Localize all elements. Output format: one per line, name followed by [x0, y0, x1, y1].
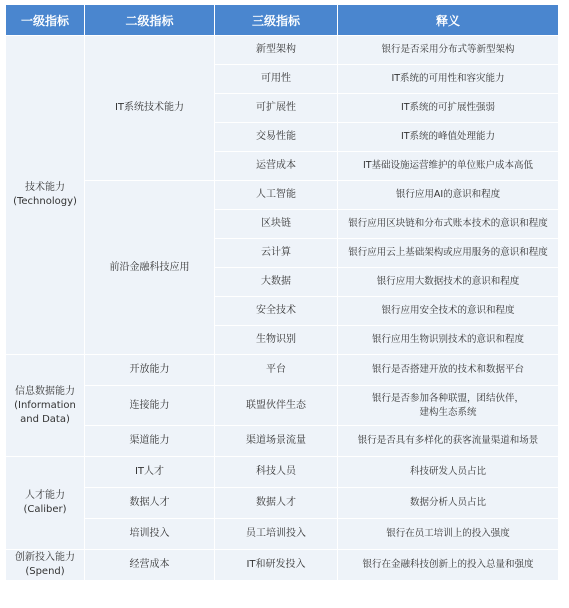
- table-body: [6, 36, 559, 581]
- header-description: 释义: [338, 5, 559, 36]
- level3-cell: 可用性: [215, 65, 338, 94]
- description-cell: [338, 239, 559, 268]
- level1-label: 技术能力: [25, 182, 65, 193]
- description-line: 银行是否参加各种联盟，团结伙伴，: [371, 392, 524, 404]
- level3-cell: 新型架构: [215, 36, 338, 65]
- level1-label: and Data): [20, 413, 70, 425]
- description-line: IT基础设施运营维护的单位账户成本高低: [362, 160, 534, 171]
- level3-cell: 生物识别: [215, 326, 338, 355]
- description-cell: [338, 65, 559, 94]
- header-level3: 三级指标: [215, 5, 338, 36]
- level3-cell: 科技人员: [215, 457, 338, 488]
- description-cell: [338, 355, 559, 386]
- description-line: 数据分析人员占比: [409, 497, 486, 508]
- description-line: 银行是否具有多样化的获客流量渠道和场景: [357, 435, 539, 446]
- description-line: 银行应用AI的意识和程度: [395, 189, 501, 200]
- description-line: 银行应用云上基础架构或应用服务的意识和程度: [348, 247, 548, 258]
- level3-cell: 数据人才: [215, 488, 338, 519]
- description-line: 银行应用安全技术的意识和程度: [381, 305, 515, 316]
- description-line: 银行在员工培训上的投入强度: [386, 528, 510, 539]
- description-cell: [338, 297, 559, 326]
- level1-label: 信息数据能力: [15, 385, 75, 397]
- level1-label: (Technology): [13, 196, 77, 207]
- level3-cell: 可扩展性: [215, 94, 338, 123]
- level2-cell: 开放能力: [85, 355, 215, 386]
- header-row: [6, 5, 559, 36]
- description-cell: [338, 210, 559, 239]
- level3-cell: IT和研发投入: [215, 550, 338, 581]
- table-row: [6, 355, 559, 386]
- description-line: 科技研发人员占比: [409, 466, 486, 477]
- header-level2: 二级指标: [85, 5, 215, 36]
- table-row: [6, 488, 559, 519]
- level1-label: (Caliber): [23, 504, 67, 515]
- indicator-table: [5, 4, 559, 581]
- description-line: IT系统的可扩展性强弱: [400, 102, 496, 113]
- description-cell: [338, 181, 559, 210]
- level3-cell: 安全技术: [215, 297, 338, 326]
- description-line: 银行是否采用分布式等新型架构: [381, 44, 515, 55]
- table-row: [6, 457, 559, 488]
- level2-cell: 渠道能力: [85, 426, 215, 457]
- level1-cell: [6, 36, 85, 355]
- level2-cell: IT系统技术能力: [85, 36, 215, 181]
- level3-cell: 员工培训投入: [215, 519, 338, 550]
- table-row: [6, 519, 559, 550]
- level2-cell: IT人才: [85, 457, 215, 488]
- description-cell: [338, 123, 559, 152]
- table-row: [6, 426, 559, 457]
- description-cell: [338, 268, 559, 297]
- description-cell: [338, 152, 559, 181]
- table-row: [6, 36, 559, 65]
- level3-cell: 交易性能: [215, 123, 338, 152]
- description-line: 银行是否搭建开放的技术和数据平台: [371, 364, 524, 375]
- table-row: [6, 181, 559, 210]
- description-line: IT系统的峰值处理能力: [400, 131, 496, 142]
- level1-cell: [6, 355, 85, 457]
- header-level1: 一级指标: [6, 5, 85, 36]
- level1-label: 人才能力: [25, 490, 65, 501]
- description-cell: [338, 386, 559, 426]
- table-row: [6, 386, 559, 426]
- description-cell: [338, 426, 559, 457]
- level1-label: (Information: [14, 399, 76, 411]
- level1-label: (Spend): [25, 566, 65, 577]
- level1-label: 创新投入能力: [15, 552, 75, 563]
- description-cell: [338, 36, 559, 65]
- level2-cell: 培训投入: [85, 519, 215, 550]
- description-line: 银行在金融科技创新上的投入总量和强度: [362, 559, 534, 570]
- level2-cell: 经营成本: [85, 550, 215, 581]
- description-line: 银行应用区块链和分布式账本技术的意识和程度: [348, 218, 548, 229]
- level3-cell: 人工智能: [215, 181, 338, 210]
- level1-cell: [6, 550, 85, 581]
- description-line: IT系统的可用性和容灾能力: [391, 73, 505, 84]
- description-line: 建构生态系统: [419, 406, 477, 418]
- level1-cell: [6, 457, 85, 550]
- level3-cell: 云计算: [215, 239, 338, 268]
- level2-cell: 连接能力: [85, 386, 215, 426]
- level3-cell: 平台: [215, 355, 338, 386]
- level3-cell: 联盟伙伴生态: [215, 386, 338, 426]
- description-line: 银行应用大数据技术的意识和程度: [376, 276, 520, 287]
- description-cell: [338, 94, 559, 123]
- level3-cell: 渠道场景流量: [215, 426, 338, 457]
- level3-cell: 大数据: [215, 268, 338, 297]
- description-cell: [338, 550, 559, 581]
- table-row: [6, 550, 559, 581]
- description-line: 银行应用生物识别技术的意识和程度: [371, 334, 524, 345]
- description-cell: [338, 519, 559, 550]
- description-cell: [338, 488, 559, 519]
- description-cell: [338, 326, 559, 355]
- level2-cell: 前沿金融科技应用: [85, 181, 215, 355]
- level2-cell: 数据人才: [85, 488, 215, 519]
- level3-cell: 运营成本: [215, 152, 338, 181]
- level3-cell: 区块链: [215, 210, 338, 239]
- description-cell: [338, 457, 559, 488]
